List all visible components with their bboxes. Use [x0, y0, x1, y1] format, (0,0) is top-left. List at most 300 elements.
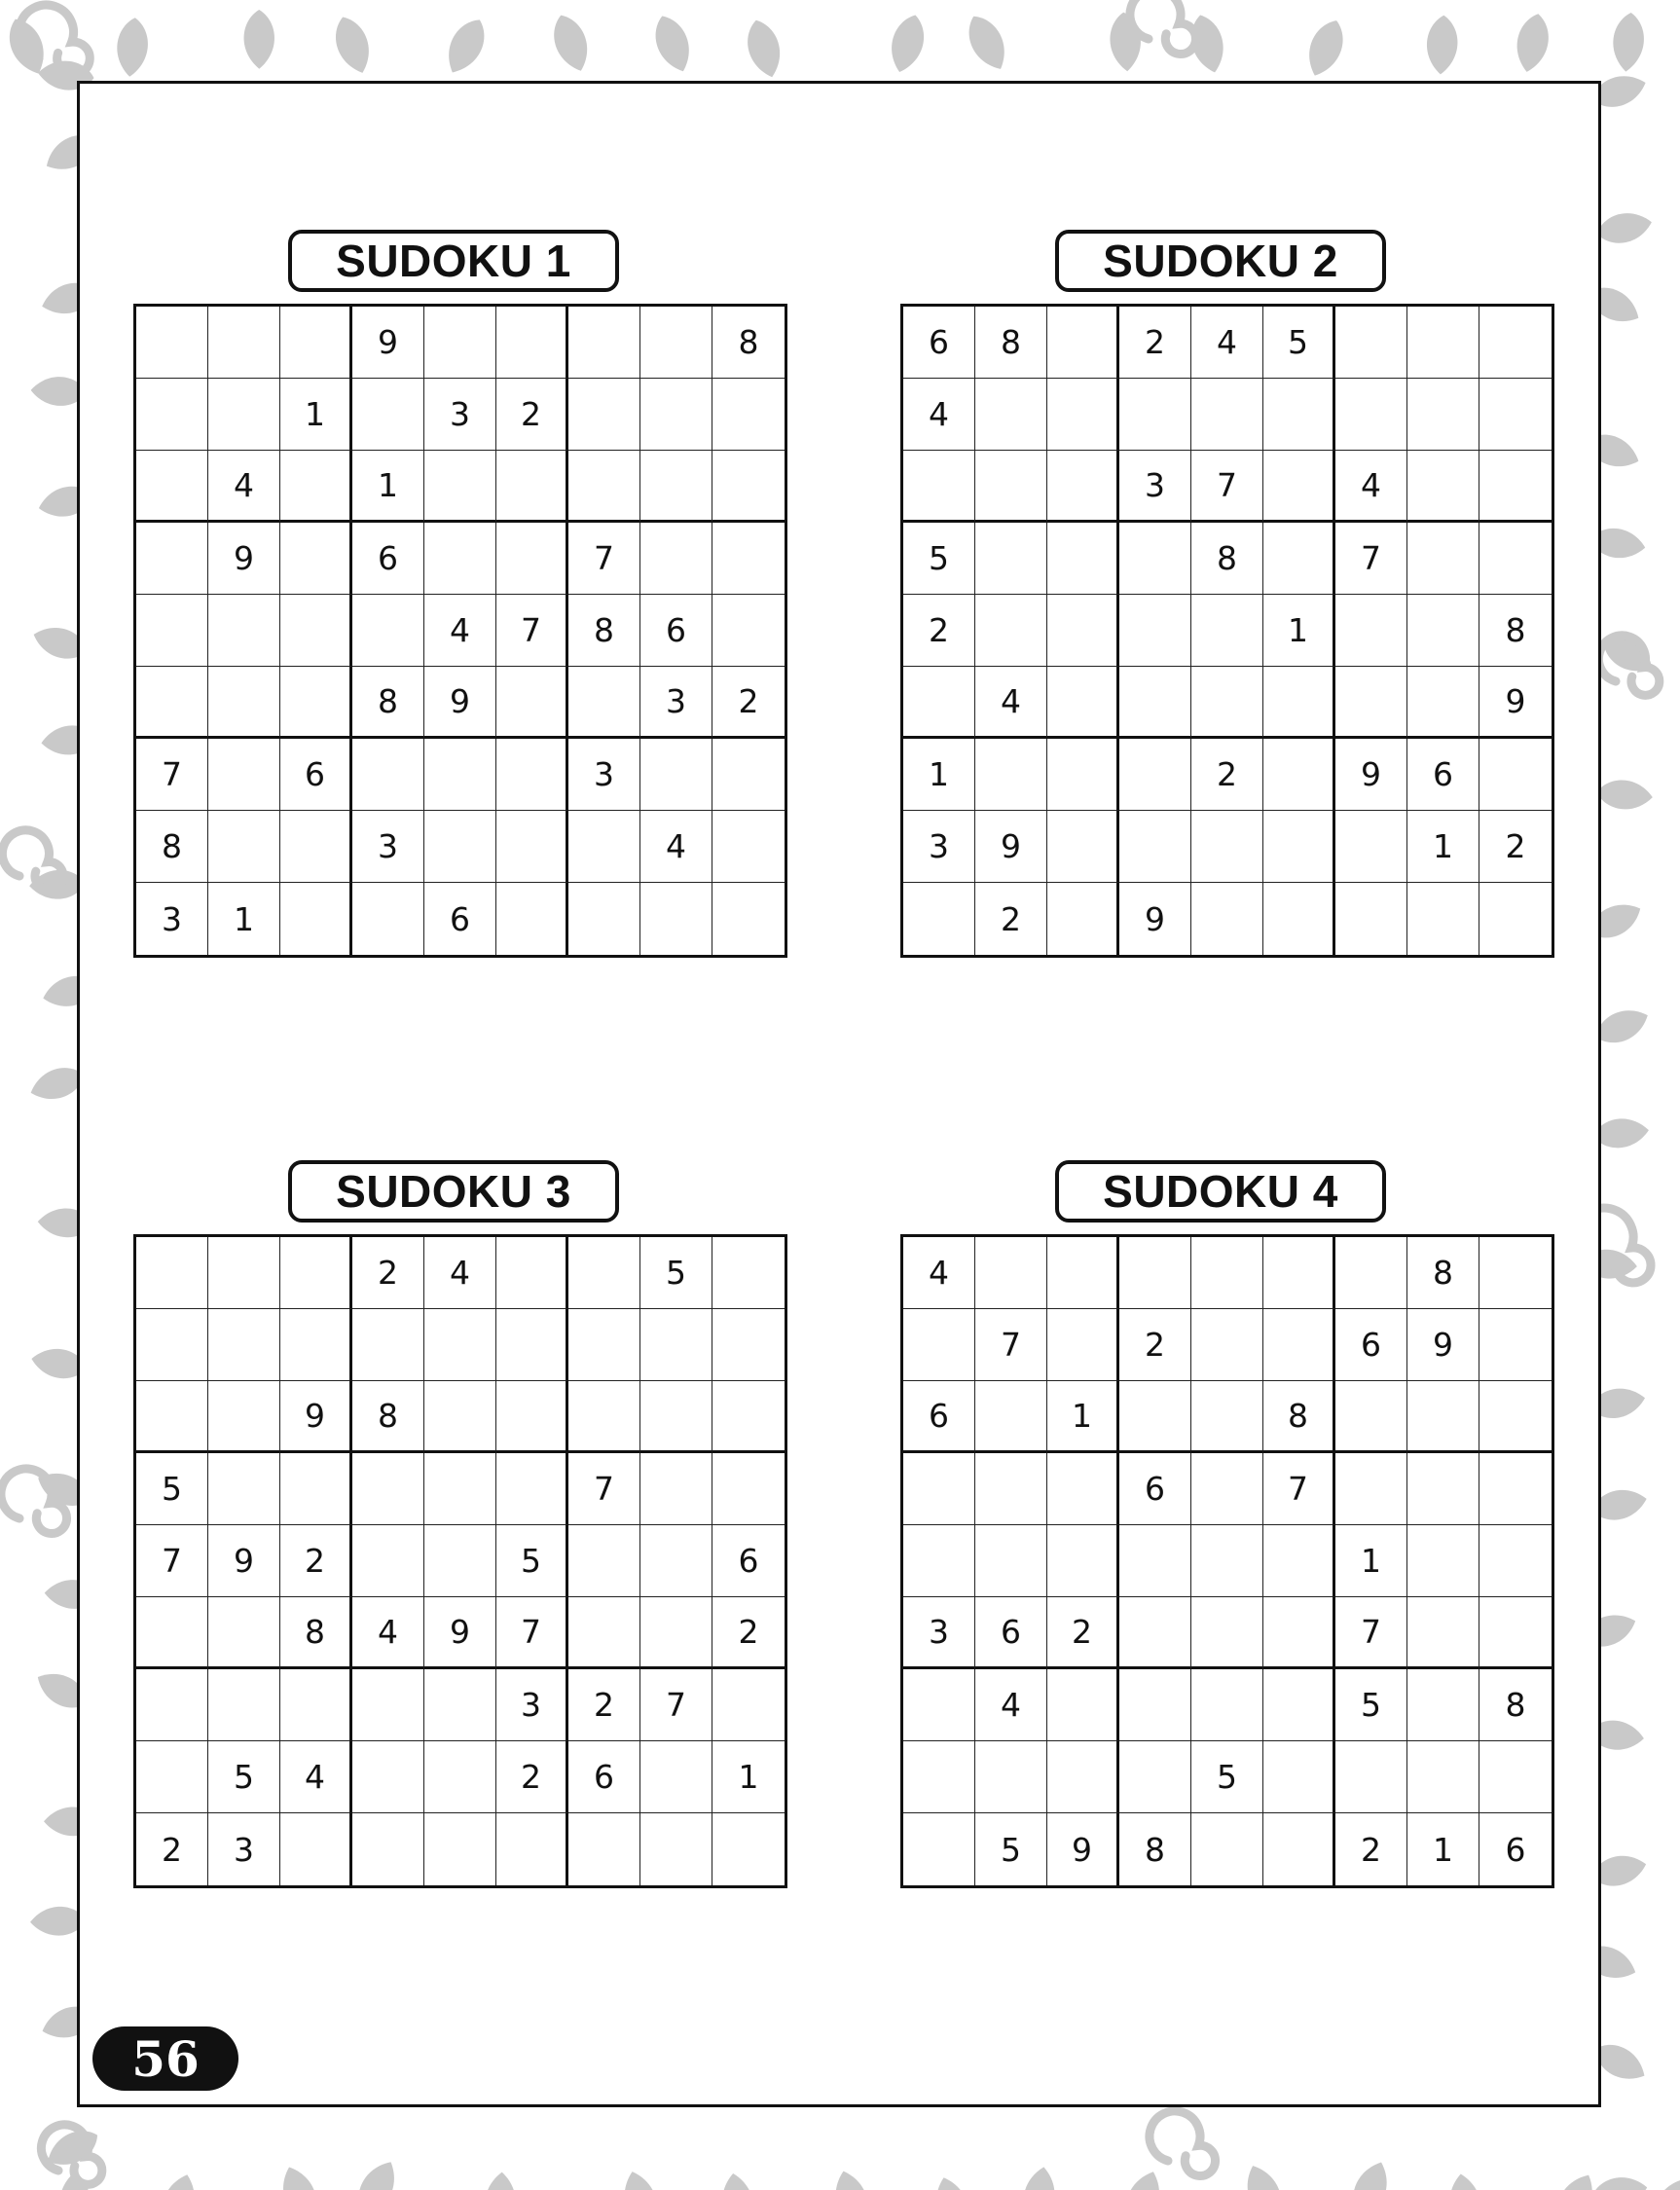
sudoku-cell: 4 — [280, 1741, 352, 1813]
sudoku-cell: 2 — [712, 667, 785, 739]
sudoku-cell[interactable] — [496, 883, 568, 955]
sudoku-cell[interactable] — [975, 1381, 1047, 1453]
sudoku-cell[interactable] — [280, 1453, 352, 1525]
sudoku-cell[interactable] — [712, 1309, 785, 1381]
sudoku-cell[interactable] — [903, 883, 975, 955]
sudoku-cell[interactable] — [640, 451, 712, 523]
sudoku-cell: 6 — [1407, 739, 1479, 811]
sudoku-cell[interactable] — [1119, 1237, 1191, 1309]
sudoku-cell: 3 — [208, 1813, 280, 1885]
sudoku-cell[interactable] — [1263, 1669, 1335, 1741]
sudoku-cell[interactable] — [136, 1381, 208, 1453]
sudoku-cell[interactable] — [1479, 1525, 1552, 1597]
sudoku-cell[interactable] — [903, 1309, 975, 1381]
sudoku-cell[interactable] — [568, 1597, 640, 1669]
sudoku-cell[interactable] — [280, 811, 352, 883]
sudoku-cell[interactable] — [903, 451, 975, 523]
sudoku-cell: 6 — [1335, 1309, 1407, 1381]
sudoku-cell[interactable] — [1191, 1453, 1263, 1525]
sudoku-cell[interactable] — [1047, 739, 1119, 811]
sudoku-cell[interactable] — [1047, 811, 1119, 883]
sudoku-cell[interactable] — [352, 883, 424, 955]
sudoku-cell: 5 — [975, 1813, 1047, 1885]
sudoku-cell: 5 — [136, 1453, 208, 1525]
sudoku-cell[interactable] — [352, 1669, 424, 1741]
sudoku-cell[interactable] — [640, 1741, 712, 1813]
sudoku-cell[interactable] — [903, 1813, 975, 1885]
sudoku-cell: 7 — [568, 523, 640, 595]
sudoku-cell[interactable] — [1047, 1525, 1119, 1597]
sudoku-cell: 8 — [1191, 523, 1263, 595]
sudoku-cell[interactable] — [640, 1381, 712, 1453]
sudoku-cell[interactable] — [712, 1813, 785, 1885]
sudoku-cell[interactable] — [424, 739, 496, 811]
sudoku-cell[interactable] — [1335, 307, 1407, 379]
sudoku-cell[interactable] — [1335, 811, 1407, 883]
sudoku-cell[interactable] — [1479, 451, 1552, 523]
sudoku-cell[interactable] — [1335, 1381, 1407, 1453]
sudoku-cell: 7 — [975, 1309, 1047, 1381]
sudoku-cell[interactable] — [568, 307, 640, 379]
sudoku-cell: 9 — [1119, 883, 1191, 955]
sudoku-cell[interactable] — [208, 667, 280, 739]
sudoku-cell[interactable] — [496, 523, 568, 595]
sudoku-cell[interactable] — [568, 1237, 640, 1309]
sudoku-cell[interactable] — [1119, 739, 1191, 811]
sudoku-cell[interactable] — [1407, 667, 1479, 739]
sudoku-cell[interactable] — [280, 667, 352, 739]
sudoku-cell[interactable] — [1407, 1597, 1479, 1669]
sudoku-cell[interactable] — [136, 523, 208, 595]
sudoku-title: SUDOKU 3 — [288, 1160, 619, 1223]
sudoku-cell: 2 — [136, 1813, 208, 1885]
sudoku-cell[interactable] — [208, 307, 280, 379]
sudoku-cell[interactable] — [640, 1597, 712, 1669]
sudoku-cell[interactable] — [975, 595, 1047, 667]
sudoku-cell[interactable] — [1407, 379, 1479, 451]
sudoku-cell[interactable] — [1335, 1453, 1407, 1525]
sudoku-cell[interactable] — [712, 523, 785, 595]
sudoku-cell: 7 — [136, 739, 208, 811]
sudoku-cell: 8 — [1407, 1237, 1479, 1309]
sudoku-cell[interactable] — [136, 1597, 208, 1669]
sudoku-cell[interactable] — [1407, 523, 1479, 595]
sudoku-cell[interactable] — [712, 1669, 785, 1741]
sudoku-cell: 9 — [1047, 1813, 1119, 1885]
sudoku-cell: 4 — [975, 667, 1047, 739]
sudoku-cell: 1 — [1047, 1381, 1119, 1453]
sudoku-cell[interactable] — [975, 1525, 1047, 1597]
sudoku-cell[interactable] — [208, 739, 280, 811]
sudoku-cell[interactable] — [496, 1237, 568, 1309]
sudoku-cell[interactable] — [1119, 379, 1191, 451]
sudoku-cell: 6 — [352, 523, 424, 595]
sudoku-cell[interactable] — [712, 739, 785, 811]
sudoku-cell[interactable] — [903, 667, 975, 739]
sudoku-cell: 8 — [1479, 1669, 1552, 1741]
sudoku-cell[interactable] — [1047, 667, 1119, 739]
sudoku-cell: 2 — [496, 1741, 568, 1813]
sudoku-cell[interactable] — [136, 667, 208, 739]
sudoku-cell[interactable] — [712, 811, 785, 883]
sudoku-cell[interactable] — [640, 523, 712, 595]
sudoku-cell[interactable] — [712, 883, 785, 955]
sudoku-cell[interactable] — [280, 595, 352, 667]
sudoku-cell[interactable] — [424, 1525, 496, 1597]
sudoku-cell: 8 — [975, 307, 1047, 379]
sudoku-cell[interactable] — [568, 667, 640, 739]
sudoku-grid — [133, 304, 787, 958]
sudoku-cell[interactable] — [1119, 1741, 1191, 1813]
sudoku-cell: 7 — [1191, 451, 1263, 523]
sudoku-cell[interactable] — [1119, 523, 1191, 595]
sudoku-cell: 3 — [568, 739, 640, 811]
sudoku-cell[interactable] — [1263, 1309, 1335, 1381]
sudoku-cell[interactable] — [352, 379, 424, 451]
sudoku-cell[interactable] — [1263, 811, 1335, 883]
sudoku-cell[interactable] — [136, 451, 208, 523]
sudoku-cell[interactable] — [568, 379, 640, 451]
sudoku-cell[interactable] — [1335, 595, 1407, 667]
sudoku-cell: 1 — [352, 451, 424, 523]
sudoku-cell[interactable] — [424, 1453, 496, 1525]
sudoku-cell[interactable] — [640, 883, 712, 955]
sudoku-cell[interactable] — [136, 379, 208, 451]
sudoku-cell[interactable] — [568, 811, 640, 883]
sudoku-cell: 8 — [352, 667, 424, 739]
sudoku-cell[interactable] — [424, 523, 496, 595]
sudoku-cell: 9 — [1335, 739, 1407, 811]
sudoku-cell: 1 — [1335, 1525, 1407, 1597]
sudoku-cell[interactable] — [1335, 1741, 1407, 1813]
sudoku-cell[interactable] — [640, 1453, 712, 1525]
sudoku-grid — [133, 1234, 787, 1888]
sudoku-cell[interactable] — [1119, 811, 1191, 883]
sudoku-cell: 3 — [424, 379, 496, 451]
sudoku-cell[interactable] — [1479, 883, 1552, 955]
sudoku-cell[interactable] — [1191, 811, 1263, 883]
sudoku-cell: 4 — [424, 1237, 496, 1309]
sudoku-cell[interactable] — [352, 739, 424, 811]
sudoku-cell[interactable] — [424, 1669, 496, 1741]
sudoku-cell: 5 — [1263, 307, 1335, 379]
sudoku-cell[interactable] — [1263, 667, 1335, 739]
sudoku-cell[interactable] — [640, 1309, 712, 1381]
sudoku-cell[interactable] — [1119, 1669, 1191, 1741]
sudoku-cell[interactable] — [1047, 1237, 1119, 1309]
sudoku-cell[interactable] — [975, 739, 1047, 811]
sudoku-cell[interactable] — [640, 739, 712, 811]
sudoku-cell: 9 — [352, 307, 424, 379]
sudoku-cell[interactable] — [280, 883, 352, 955]
sudoku-cell[interactable] — [1047, 523, 1119, 595]
sudoku-cell: 8 — [1263, 1381, 1335, 1453]
sudoku-cell[interactable] — [208, 1309, 280, 1381]
sudoku-cell[interactable] — [1407, 451, 1479, 523]
sudoku-cell: 2 — [903, 595, 975, 667]
sudoku-cell[interactable] — [1479, 1237, 1552, 1309]
sudoku-cell[interactable] — [1047, 1453, 1119, 1525]
sudoku-cell: 6 — [568, 1741, 640, 1813]
sudoku-cell: 7 — [496, 595, 568, 667]
sudoku-cell[interactable] — [568, 1309, 640, 1381]
sudoku-cell: 4 — [1335, 451, 1407, 523]
sudoku-cell: 7 — [496, 1597, 568, 1669]
sudoku-cell[interactable] — [1479, 1309, 1552, 1381]
sudoku-cell: 2 — [568, 1669, 640, 1741]
sudoku-cell[interactable] — [352, 1813, 424, 1885]
sudoku-cell[interactable] — [975, 379, 1047, 451]
sudoku-cell[interactable] — [208, 379, 280, 451]
sudoku-cell[interactable] — [1335, 1237, 1407, 1309]
sudoku-cell: 6 — [640, 595, 712, 667]
sudoku-cell[interactable] — [1119, 1597, 1191, 1669]
sudoku-cell[interactable] — [1407, 307, 1479, 379]
sudoku-cell[interactable] — [640, 379, 712, 451]
sudoku-cell[interactable] — [1407, 1669, 1479, 1741]
sudoku-cell[interactable] — [1479, 307, 1552, 379]
sudoku-cell[interactable] — [208, 811, 280, 883]
sudoku-cell[interactable] — [1191, 1381, 1263, 1453]
sudoku-cell[interactable] — [1047, 307, 1119, 379]
sudoku-cell: 1 — [712, 1741, 785, 1813]
sudoku-cell[interactable] — [1479, 1381, 1552, 1453]
sudoku-cell[interactable] — [640, 1525, 712, 1597]
sudoku-cell[interactable] — [1047, 379, 1119, 451]
sudoku-cell[interactable] — [1407, 1525, 1479, 1597]
sudoku-cell[interactable] — [1479, 1741, 1552, 1813]
page-number: 56 — [92, 2026, 238, 2091]
sudoku-cell[interactable] — [280, 307, 352, 379]
sudoku-cell: 7 — [136, 1525, 208, 1597]
sudoku-cell[interactable] — [975, 1741, 1047, 1813]
sudoku-cell[interactable] — [424, 1741, 496, 1813]
sudoku-cell[interactable] — [1263, 1525, 1335, 1597]
sudoku-cell[interactable] — [208, 1597, 280, 1669]
sudoku-cell[interactable] — [1191, 1669, 1263, 1741]
sudoku-cell[interactable] — [1191, 1309, 1263, 1381]
sudoku-cell[interactable] — [903, 1669, 975, 1741]
sudoku-cell[interactable] — [1263, 523, 1335, 595]
sudoku-cell: 2 — [280, 1525, 352, 1597]
sudoku-cell: 9 — [424, 667, 496, 739]
sudoku-cell[interactable] — [975, 1453, 1047, 1525]
sudoku-cell[interactable] — [1047, 1309, 1119, 1381]
sudoku-cell[interactable] — [712, 1237, 785, 1309]
sudoku-cell[interactable] — [1191, 379, 1263, 451]
sudoku-cell[interactable] — [903, 1741, 975, 1813]
sudoku-cell: 6 — [712, 1525, 785, 1597]
sudoku-cell[interactable] — [352, 1309, 424, 1381]
sudoku-cell: 4 — [640, 811, 712, 883]
sudoku-cell[interactable] — [280, 1669, 352, 1741]
sudoku-cell[interactable] — [568, 1525, 640, 1597]
sudoku-cell[interactable] — [975, 1237, 1047, 1309]
sudoku-cell[interactable] — [1263, 451, 1335, 523]
sudoku-cell[interactable] — [1191, 1525, 1263, 1597]
sudoku-cell: 8 — [568, 595, 640, 667]
sudoku-cell: 7 — [1263, 1453, 1335, 1525]
sudoku-cell: 9 — [208, 1525, 280, 1597]
sudoku-cell[interactable] — [280, 1237, 352, 1309]
sudoku-cell[interactable] — [424, 811, 496, 883]
sudoku-cell: 5 — [496, 1525, 568, 1597]
sudoku-cell[interactable] — [1119, 1525, 1191, 1597]
sudoku-cell[interactable] — [280, 523, 352, 595]
sudoku-cell: 6 — [903, 1381, 975, 1453]
sudoku-cell: 3 — [136, 883, 208, 955]
sudoku-cell[interactable] — [424, 307, 496, 379]
sudoku-cell[interactable] — [975, 523, 1047, 595]
sudoku-cell[interactable] — [496, 1309, 568, 1381]
sudoku-cell[interactable] — [496, 307, 568, 379]
sudoku-cell[interactable] — [975, 451, 1047, 523]
sudoku-cell: 6 — [1479, 1813, 1552, 1885]
sudoku-cell[interactable] — [1335, 667, 1407, 739]
sudoku-cell: 4 — [903, 1237, 975, 1309]
sudoku-cell[interactable] — [1407, 1453, 1479, 1525]
sudoku-cell[interactable] — [712, 1381, 785, 1453]
sudoku-cell[interactable] — [712, 1453, 785, 1525]
sudoku-cell: 8 — [280, 1597, 352, 1669]
sudoku-cell[interactable] — [1335, 883, 1407, 955]
sudoku-cell[interactable] — [352, 595, 424, 667]
sudoku-cell[interactable] — [1263, 379, 1335, 451]
sudoku-cell: 9 — [424, 1597, 496, 1669]
sudoku-cell[interactable] — [496, 1381, 568, 1453]
sudoku-cell[interactable] — [1191, 1237, 1263, 1309]
sudoku-cell: 7 — [568, 1453, 640, 1525]
sudoku-cell: 2 — [1335, 1813, 1407, 1885]
sudoku-grid — [900, 304, 1554, 958]
sudoku-cell: 3 — [903, 811, 975, 883]
sudoku-cell[interactable] — [1191, 883, 1263, 955]
sudoku-cell: 5 — [640, 1237, 712, 1309]
sudoku-cell[interactable] — [1047, 451, 1119, 523]
sudoku-cell[interactable] — [424, 451, 496, 523]
sudoku-cell[interactable] — [1191, 595, 1263, 667]
sudoku-cell: 4 — [903, 379, 975, 451]
sudoku-cell[interactable] — [1407, 595, 1479, 667]
sudoku-cell[interactable] — [712, 379, 785, 451]
sudoku-cell[interactable] — [496, 1813, 568, 1885]
puzzle-page — [77, 81, 1601, 2107]
sudoku-cell[interactable] — [1119, 1381, 1191, 1453]
sudoku-cell: 1 — [903, 739, 975, 811]
sudoku-cell[interactable] — [1047, 883, 1119, 955]
sudoku-grid — [900, 1234, 1554, 1888]
sudoku-cell[interactable] — [424, 1381, 496, 1453]
sudoku-cell[interactable] — [280, 451, 352, 523]
sudoku-cell[interactable] — [424, 1813, 496, 1885]
sudoku-cell[interactable] — [280, 1813, 352, 1885]
sudoku-cell[interactable] — [1479, 523, 1552, 595]
sudoku-cell[interactable] — [568, 883, 640, 955]
sudoku-cell[interactable] — [1119, 667, 1191, 739]
sudoku-cell[interactable] — [280, 1309, 352, 1381]
sudoku-cell[interactable] — [136, 1669, 208, 1741]
sudoku-cell[interactable] — [496, 1453, 568, 1525]
sudoku-cell: 2 — [1191, 739, 1263, 811]
sudoku-cell[interactable] — [1407, 1741, 1479, 1813]
sudoku-cell[interactable] — [1191, 1597, 1263, 1669]
sudoku-cell[interactable] — [352, 1741, 424, 1813]
sudoku-cell[interactable] — [712, 595, 785, 667]
sudoku-cell: 6 — [1119, 1453, 1191, 1525]
sudoku-cell[interactable] — [352, 1453, 424, 1525]
sudoku-cell: 3 — [1119, 451, 1191, 523]
sudoku-cell: 2 — [975, 883, 1047, 955]
sudoku-cell[interactable] — [903, 1453, 975, 1525]
sudoku-cell[interactable] — [496, 739, 568, 811]
sudoku-cell[interactable] — [1191, 1813, 1263, 1885]
sudoku-cell[interactable] — [1479, 379, 1552, 451]
sudoku-cell[interactable] — [1479, 1453, 1552, 1525]
sudoku-cell[interactable] — [568, 1381, 640, 1453]
sudoku-cell[interactable] — [208, 1453, 280, 1525]
sudoku-cell[interactable] — [640, 1813, 712, 1885]
sudoku-cell[interactable] — [1263, 1813, 1335, 1885]
sudoku-cell[interactable] — [1407, 883, 1479, 955]
sudoku-cell: 8 — [352, 1381, 424, 1453]
sudoku-cell[interactable] — [208, 1237, 280, 1309]
sudoku-cell: 2 — [712, 1597, 785, 1669]
sudoku-cell[interactable] — [424, 1309, 496, 1381]
sudoku-cell: 9 — [208, 523, 280, 595]
sudoku-cell[interactable] — [1263, 1741, 1335, 1813]
sudoku-cell[interactable] — [1047, 1669, 1119, 1741]
sudoku-cell[interactable] — [712, 451, 785, 523]
sudoku-cell[interactable] — [1263, 1597, 1335, 1669]
sudoku-cell[interactable] — [1263, 883, 1335, 955]
sudoku-cell[interactable] — [1119, 595, 1191, 667]
sudoku-cell[interactable] — [136, 1741, 208, 1813]
sudoku-cell[interactable] — [1263, 739, 1335, 811]
sudoku-cell: 2 — [496, 379, 568, 451]
sudoku-cell: 1 — [280, 379, 352, 451]
sudoku-cell[interactable] — [208, 1669, 280, 1741]
sudoku-cell: 9 — [975, 811, 1047, 883]
sudoku-cell[interactable] — [568, 451, 640, 523]
sudoku-cell[interactable] — [1047, 1741, 1119, 1813]
sudoku-cell[interactable] — [208, 595, 280, 667]
sudoku-cell: 4 — [975, 1669, 1047, 1741]
sudoku-cell[interactable] — [903, 1525, 975, 1597]
sudoku-cell[interactable] — [352, 1525, 424, 1597]
sudoku-cell[interactable] — [1407, 1381, 1479, 1453]
sudoku-cell[interactable] — [1191, 667, 1263, 739]
sudoku-cell[interactable] — [136, 1237, 208, 1309]
sudoku-cell[interactable] — [136, 1309, 208, 1381]
sudoku-cell[interactable] — [1263, 1237, 1335, 1309]
sudoku-cell[interactable] — [136, 595, 208, 667]
sudoku-cell[interactable] — [568, 1813, 640, 1885]
sudoku-cell: 7 — [1335, 523, 1407, 595]
sudoku-cell: 1 — [1263, 595, 1335, 667]
sudoku-cell[interactable] — [496, 451, 568, 523]
sudoku-cell: 6 — [424, 883, 496, 955]
sudoku-cell: 7 — [1335, 1597, 1407, 1669]
sudoku-cell[interactable] — [496, 811, 568, 883]
sudoku-cell[interactable] — [1047, 595, 1119, 667]
sudoku-cell[interactable] — [136, 307, 208, 379]
sudoku-cell[interactable] — [1335, 379, 1407, 451]
sudoku-cell[interactable] — [496, 667, 568, 739]
sudoku-cell[interactable] — [1479, 1597, 1552, 1669]
sudoku-cell[interactable] — [1479, 739, 1552, 811]
sudoku-cell[interactable] — [640, 307, 712, 379]
sudoku-cell[interactable] — [208, 1381, 280, 1453]
